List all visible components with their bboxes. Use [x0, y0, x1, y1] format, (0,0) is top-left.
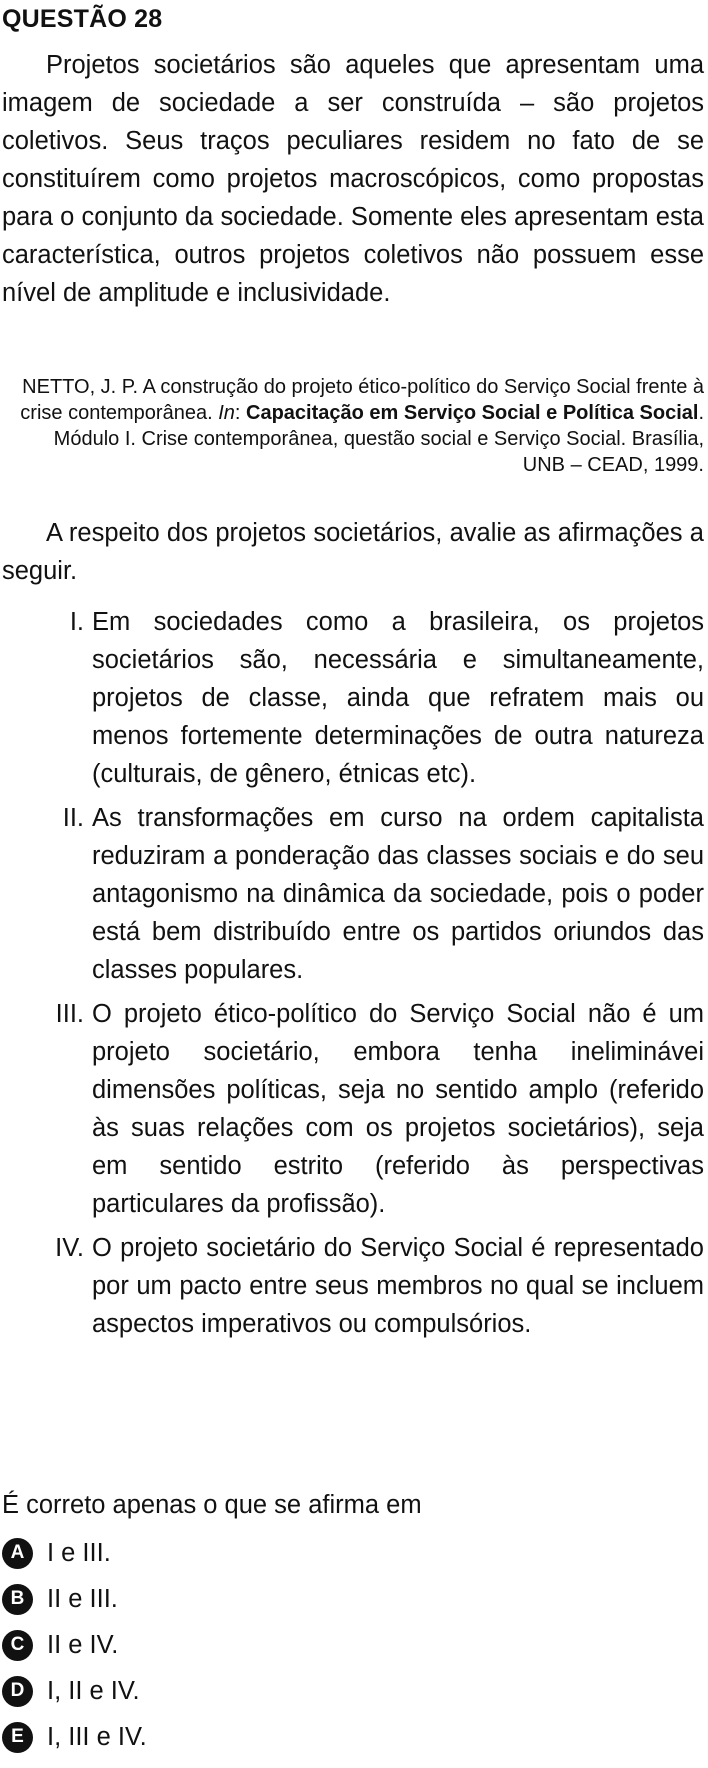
intro-paragraph: Projetos societários são aqueles que apresentam uma imagem de sociedade a ser construída – são projetos coletivos. Seus traços peculiares residem no fato de se constituírem como projetos macroscópicos, como propostas para o conjunto da sociedade. Somente eles apresentam esta característica, outros projetos coletivos não possuem esse nível de amplitude e inclusividade.: [2, 51, 704, 307]
answer-options: [2, 1530, 147, 1760]
option-text: II e IV.: [47, 1630, 119, 1659]
option-d[interactable]: [2, 1668, 147, 1714]
option-a[interactable]: [2, 1530, 147, 1576]
option-b[interactable]: [2, 1576, 147, 1622]
option-letter-badge: D: [2, 1676, 33, 1707]
statement-item: [0, 1229, 708, 1343]
statement-numeral: IV.: [55, 1234, 84, 1262]
citation-text-2: . Módulo I. Crise contemporânea, questão social e Serviço Social. Brasília, UNB – CEAD, 1999.: [53, 402, 704, 476]
statement-text: O projeto ético-político do Serviço Social não é um projeto societário, embora tenha ineliminávei dimensões políticas, seja no sentido amplo (referido às suas relações com os projetos societários), seja em sentido estrito (referido às perspectivas particulares da profissão).: [92, 1000, 704, 1218]
statements-list: [0, 603, 708, 1349]
citation-text-1: NETTO, J. P. A construção do projeto ético-político do Serviço Social frente à crise contemporânea.: [20, 376, 704, 424]
option-c[interactable]: [2, 1622, 147, 1668]
statement-numeral: II.: [62, 804, 84, 832]
citation: [20, 374, 704, 478]
citation-colon: :: [234, 402, 246, 424]
statement-text: As transformações em curso na ordem capitalista reduziram a ponderação das classes sociais e do seu antagonismo na dinâmica da sociedade, pois o poder está bem distribuído entre os partidos oriundos das classes populares.: [92, 804, 704, 984]
statement-item: [0, 603, 708, 793]
statement-text: O projeto societário do Serviço Social é representado por um pacto entre seus membros no qual se incluem aspectos imperativos ou compulsórios.: [92, 1234, 704, 1338]
option-text: I e III.: [47, 1538, 111, 1567]
citation-in: In: [218, 402, 235, 424]
statement-numeral: I.: [69, 608, 84, 636]
option-text: I, III e IV.: [47, 1722, 147, 1751]
statement-numeral: III.: [55, 1000, 84, 1028]
option-letter-badge: B: [2, 1584, 33, 1615]
question-prompt: É correto apenas o que se afirma em: [2, 1491, 422, 1519]
option-text: I, II e IV.: [47, 1676, 140, 1705]
option-text: II e III.: [47, 1584, 118, 1613]
statement-text: Em sociedades como a brasileira, os projetos societários são, necessária e simultaneamente, projetos de classe, ainda que refratem mais ou menos fortemente determinações de outra natureza (culturais, de gênero, étnicas etc).: [92, 608, 704, 788]
lead-paragraph: A respeito dos projetos societários, avalie as afirmações a seguir.: [2, 519, 704, 585]
option-e[interactable]: [2, 1714, 147, 1760]
citation-book-title: Capacitação em Serviço Social e Política Social: [246, 402, 699, 424]
option-letter-badge: A: [2, 1538, 33, 1569]
option-letter-badge: C: [2, 1630, 33, 1661]
option-letter-badge: E: [2, 1722, 33, 1753]
statement-item: [0, 799, 708, 989]
statement-item: [0, 995, 708, 1223]
question-title: QUESTÃO 28: [2, 5, 163, 33]
